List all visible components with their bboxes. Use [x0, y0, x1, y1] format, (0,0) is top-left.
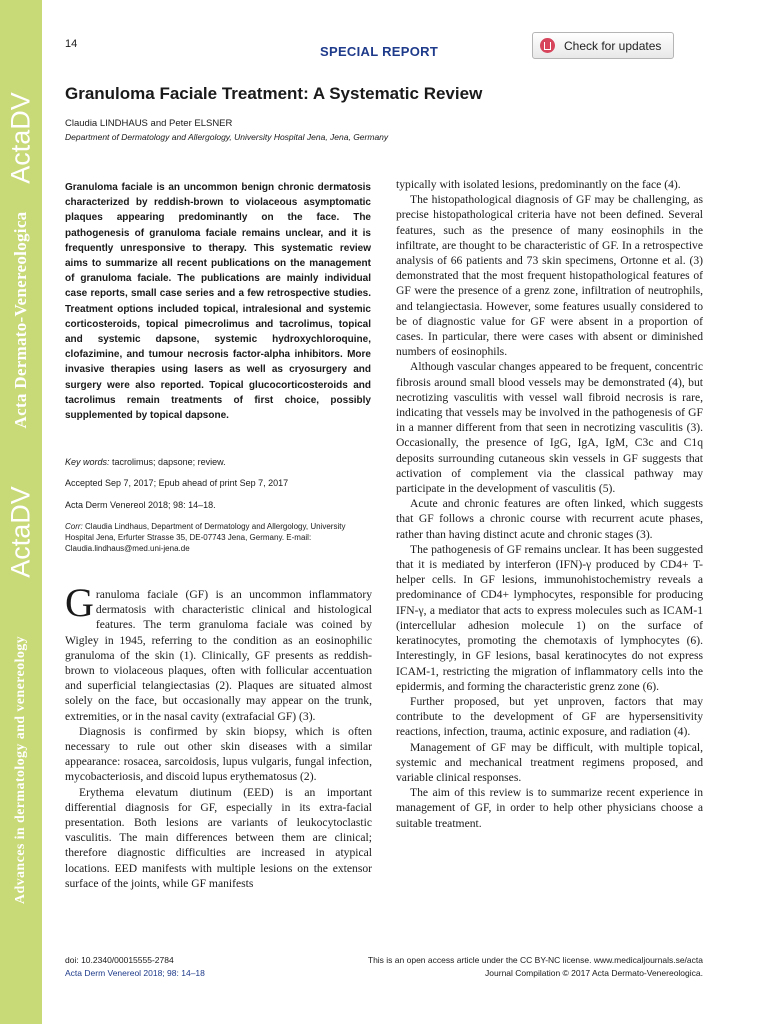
footer-citation: Acta Derm Venereol 2018; 98: 14–18 — [65, 968, 205, 978]
correspondence — [65, 521, 371, 554]
paragraph-text: ranuloma faciale (GF) is an uncommon inflammatory dermatosis with characteristic clinical and histological features. The term granuloma faciale was coined by Wigley in 1945, referring to the condition as an eosinophilic granuloma of the skin (1). Clinically, GF presents as reddish-brown to violaceous plaques, often with follicular accentuation and superficial telangiectasias (2). Plaques are situated almost solely on the face, but occasionally may appear on the trunk, extremities, or in the nasal cavity (extrafacial GF) (3). — [65, 588, 372, 723]
check-for-updates-label: Check for updates — [564, 38, 662, 53]
article-affiliation: Department of Dermatology and Allergology, University Hospital Jena, Jena, Germany — [65, 132, 389, 142]
section-label: SPECIAL REPORT — [320, 44, 439, 59]
paragraph: The histopathological diagnosis of GF may be challenging, as precise histopathological criteria have not been defined. Several features, such as the presence of many eosinophils in the infiltrate, are thought to be characteristic of GF. In a retrospective analysis of 66 patients and 73 skin specimens, Ortonne et al. (3) demonstrated that the most frequent histopathological features of GF were the presence of a grenz zone, infiltration of neutrophils, and telangiectasia. However, some features usually considered to be of diagnostic value for GF were absent in a proportion of cases. In particular, there were cases with absent or diminished numbers of eosinophils. — [396, 193, 703, 359]
drop-cap: G — [65, 580, 94, 625]
accepted-date: Accepted Sep 7, 2017; Epub ahead of print Sep 7, 2017 — [65, 478, 289, 488]
license-text: This is an open access article under the CC BY-NC license. www.medicaljournals.se/acta — [367, 955, 703, 965]
paragraph: Acute and chronic features are often linked, which suggests that GF follows a chronic course with recurrent acute phases, rather than having distinct acute and chronic stages (3). — [396, 497, 703, 541]
footer-left — [65, 954, 205, 980]
check-for-updates-button[interactable] — [532, 32, 674, 59]
keywords-line — [65, 457, 226, 467]
doi-link[interactable]: doi: 10.2340/00015555-2784 — [65, 955, 174, 965]
sidebar-tagline: Advances in dermatology and venereology — [13, 635, 28, 905]
footer-right — [300, 954, 703, 980]
page-number: 14 — [65, 38, 78, 50]
paragraph: Diagnosis is confirmed by skin biopsy, which is often necessary to rule out other skin diseases with a similar appearance: rosacea, sarcoidosis, lupus vulgaris, fungal infection, mycobacteriosis, and discoid lupus erythematosus (2). — [65, 724, 372, 784]
body-column-right — [396, 177, 703, 831]
journal-compilation: Journal Compilation © 2017 Acta Dermato-Venereologica. — [485, 968, 703, 978]
sidebar-journal-name: Acta Dermato-Venereologica — [11, 211, 30, 429]
article-citation: Acta Derm Venereol 2018; 98: 14–18. — [65, 500, 216, 510]
paragraph: Management of GF may be difficult, with multiple topical, systemic and mechanical treatment regimens proposed, and variable clinical responses. — [396, 740, 703, 784]
paragraph: The pathogenesis of GF remains unclear. It has been suggested that it is mediated by interferon (IFN)-γ produced by CD4+ T-helper cells. In GF lesions, immunohistochemistry reveals a predominance of CD4+ lymphocytes, responsible for producing IFN-γ, a mediator that acts to express molecules such as ICAM-1 (intercellular adhesion molecule 1) on the surface of keratinocytes, promoting the chemotaxis of lymphocytes (6). Interestingly, in GF lesions, basal keratinocytes do not express ICAM-1, restricting the migration of inflammatory cells into the epidermis, and forming the characteristic grenz zone (6). — [396, 542, 703, 693]
keywords-label: Key words: — [65, 457, 110, 467]
journal-sidebar — [0, 0, 42, 1024]
body-column-left — [65, 580, 372, 891]
corr-text: Claudia Lindhaus, Department of Dermatology and Allergology, University Hospital Jena, Erfurter Strasse 35, DE-07743 Jena, Germany. E-mail: Claudia.lindhaus@med.uni-jena.de — [65, 522, 346, 553]
paragraph — [65, 580, 372, 724]
bookmark-icon — [540, 38, 555, 53]
keywords: tacrolimus; dapsone; review. — [112, 457, 226, 467]
article-authors: Claudia LINDHAUS and Peter ELSNER — [65, 118, 233, 129]
sidebar-logo-top: ActaDV — [5, 92, 36, 184]
paragraph: Further proposed, but yet unproven, factors that may contribute to the development of GF are hypersensitivity reactions, infection, trauma, actinic exposure, and radiation (4). — [396, 694, 703, 739]
corr-label: Corr: — [65, 522, 83, 531]
article-title: Granuloma Faciale Treatment: A Systematic Review — [65, 84, 483, 103]
paragraph: The aim of this review is to summarize recent experience in management of GF, in order to help other physicians choose a suitable treatment. — [396, 786, 703, 830]
abstract: Granuloma faciale is an uncommon benign chronic dermatosis characterized by reddish-brown to violaceous asymptomatic plaques appearing predominantly on the face. The pathogenesis of granuloma faciale remains unclear, and it is frequently unresponsive to therapy. This systematic review aims to summarize all recent publications on the management of granuloma faciale. The publications are mainly individual case reports, small case series and a few retrospective studies. Treatment options included topical, intralesional and systemic corticosteroids, topical pimecrolimus and tacrolimus, topical and systemic dapsone, systemic hydroxychloroquine, clofazimine, and tumour necrosis factor-alpha inhibitors. More invasive therapies using lasers as well as cryosurgery and surgery were also reported. Topical glucocorticosteroids and tacrolimus remain treatments of first choice, possibly supplemented by topical dapsone. — [65, 182, 371, 422]
paragraph: typically with isolated lesions, predominantly on the face (4). — [396, 178, 681, 191]
paragraph: Although vascular changes appeared to be frequent, concentric fibrosis around small blood vessels may be demonstrated (4), but necrotizing vasculitis with vessel wall fibroid necrosis is rare, indicating that vessels may be involved in the pathogenesis of GF in a manner different from that seen in necrotizing vasculitis (3). Occasionally, the presence of IgG, IgA, IgM, C3c and C1q deposits surrounding cutaneous skin vessels in GF suggests that activation of complement via the classical pathway may participate in the development of vasculitis (5). — [396, 360, 703, 496]
sidebar-logo-bottom: ActaDV — [5, 486, 36, 578]
paragraph: Erythema elevatum diutinum (EED) is an important differential diagnosis for GF, especially in its extra-facial presentation. Both lesions are variants of leukocytoclastic vasculitis. The main differences between them are clinical; therefore diagnostic difficulties are increased in atypical locations. EED manifests with multiple lesions on the extensor surface of the joints, while GF manifests — [65, 785, 372, 890]
